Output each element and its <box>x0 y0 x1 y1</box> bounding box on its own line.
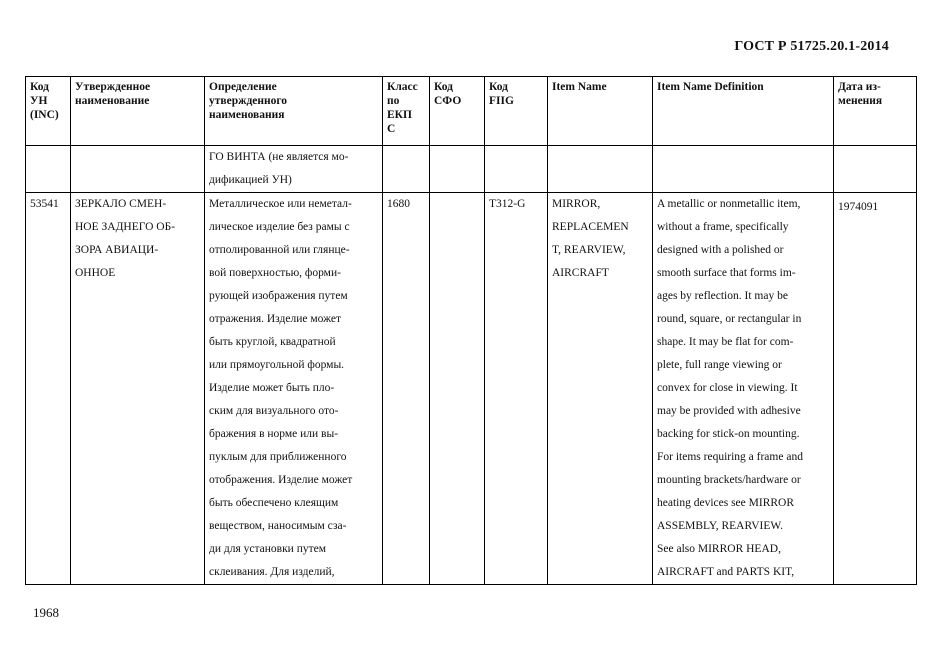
cell-item-name <box>548 193 653 585</box>
col-header-change-date <box>834 77 917 146</box>
col-header-inc <box>26 77 71 146</box>
text-line: лическое изделие без рамы с <box>209 221 350 233</box>
text-line: утвержденного <box>209 95 288 107</box>
cell-approved-name <box>71 146 205 193</box>
text-line: Item Name <box>552 81 607 93</box>
text-line: designed with a polished or <box>657 244 784 256</box>
text-line: Код <box>434 81 454 93</box>
text-line: дификацией УН) <box>209 174 292 186</box>
text-line: С <box>387 123 396 135</box>
text-line: Изделие может быть пло- <box>209 382 335 394</box>
text-line: For items requiring a frame and <box>657 451 803 463</box>
text-line: ЗОРА АВИАЦИ- <box>75 244 159 256</box>
text-line: MIRROR, <box>552 198 601 210</box>
cell-item-name <box>548 146 653 193</box>
text-line: heating devices see MIRROR <box>657 497 795 509</box>
text-line: A metallic or nonmetallic item, <box>657 198 801 210</box>
text-line: ages by reflection. It may be <box>657 290 788 302</box>
text-line: веществом, наносимым сза- <box>209 520 347 532</box>
cell-definition <box>205 193 383 585</box>
text-line: или прямоугольной формы. <box>209 359 345 371</box>
cell-fiig <box>485 146 548 193</box>
text-line: вой поверхностью, форми- <box>209 267 341 279</box>
text-line: Item Name Definition <box>657 81 764 93</box>
cell-change-date <box>834 146 917 193</box>
document-code: ГОСТ Р 51725.20.1-2014 <box>734 39 889 54</box>
cell-inc: 53541 <box>26 193 71 585</box>
text-line: НОЕ ЗАДНЕГО ОБ- <box>75 221 176 233</box>
cell-change-date: 1974091 <box>834 193 917 585</box>
text-line: УН <box>30 95 48 107</box>
text-line: отображения. Изделие может <box>209 474 353 486</box>
col-header-class <box>383 77 430 146</box>
text-line: СФО <box>434 95 462 107</box>
cell-class <box>383 146 430 193</box>
text-line: (INC) <box>30 109 59 121</box>
text-line: склеивания. Для изделий, <box>209 566 335 578</box>
col-header-item-name <box>548 77 653 146</box>
header-row <box>26 77 917 146</box>
col-header-approved-name <box>71 77 205 146</box>
text-line: быть круглой, квадратной <box>209 336 336 348</box>
text-line: менения <box>838 95 883 107</box>
text-line: бражения в норме или вы- <box>209 428 339 440</box>
cell-item-name-definition <box>653 146 834 193</box>
cell-sfo <box>430 146 485 193</box>
text-line: ским для визуального ото- <box>209 405 339 417</box>
text-line: рующей изображения путем <box>209 290 348 302</box>
text-line: ЗЕРКАЛО СМЕН- <box>75 198 167 210</box>
text-line: REPLACEMEN <box>552 221 629 233</box>
text-line: ОННОЕ <box>75 267 116 279</box>
text-line: отполированной или глянце- <box>209 244 350 256</box>
cell-fiig: T312-G <box>485 193 548 585</box>
catalog-table <box>25 76 917 585</box>
cell-item-name-definition <box>653 193 834 585</box>
text-line: Дата из- <box>838 81 881 93</box>
text-line: ASSEMBLY, REARVIEW. <box>657 520 784 532</box>
cell-inc <box>26 146 71 193</box>
text-line: AIRCRAFT and PARTS KIT, <box>657 566 795 578</box>
text-line: Определение <box>209 81 277 93</box>
col-header-definition <box>205 77 383 146</box>
text-line: наименование <box>75 95 150 107</box>
cell-definition <box>205 146 383 193</box>
text-line: наименования <box>209 109 285 121</box>
text-line: ГО ВИНТА (не является мо- <box>209 151 349 163</box>
text-line: Код <box>30 81 50 93</box>
text-line: Код <box>489 81 509 93</box>
text-line: быть обеспечено клеящим <box>209 497 339 509</box>
col-header-fiig <box>485 77 548 146</box>
text-line: convex for close in viewing. It <box>657 382 798 394</box>
text-line: backing for stick-on mounting. <box>657 428 800 440</box>
text-line: отражения. Изделие может <box>209 313 341 325</box>
text-line: round, square, or rectangular in <box>657 313 802 325</box>
text-line: without a frame, specifically <box>657 221 789 233</box>
text-line: по <box>387 95 400 107</box>
text-line: Металлическое или неметал- <box>209 198 352 210</box>
table-row <box>26 193 917 585</box>
text-line: Утвержденное <box>75 81 151 93</box>
text-line: T, REARVIEW, <box>552 244 626 256</box>
col-header-item-name-definition <box>653 77 834 146</box>
text-line: пуклым для приближенного <box>209 451 347 463</box>
text-line: See also MIRROR HEAD, <box>657 543 781 555</box>
text-line: Класс <box>387 81 418 93</box>
text-line: ди для установки путем <box>209 543 327 555</box>
text-line: mounting brackets/hardware or <box>657 474 801 486</box>
page-number: 1968 <box>33 605 59 620</box>
text-line: AIRCRAFT <box>552 267 609 279</box>
text-line: FIIG <box>489 95 514 107</box>
text-line: shape. It may be flat for com- <box>657 336 794 348</box>
cell-sfo <box>430 193 485 585</box>
cell-class: 1680 <box>383 193 430 585</box>
text-line: may be provided with adhesive <box>657 405 801 417</box>
cell-approved-name <box>71 193 205 585</box>
text-line: plete, full range viewing or <box>657 359 782 371</box>
text-line: ЕКП <box>387 109 412 121</box>
table-row <box>26 146 917 193</box>
col-header-sfo <box>430 77 485 146</box>
text-line: smooth surface that forms im- <box>657 267 796 279</box>
